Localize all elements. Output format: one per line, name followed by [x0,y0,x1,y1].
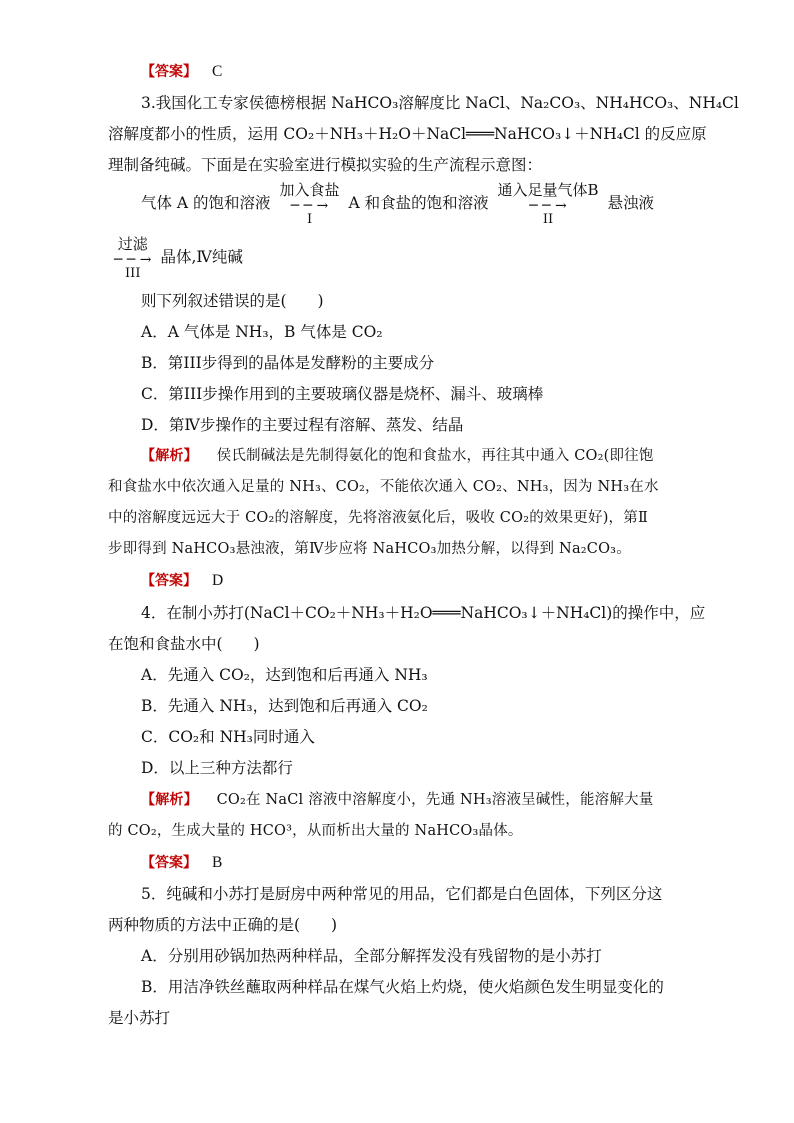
q4-option-c: C．CO₂和 NH₃同时通入 [141,728,315,746]
answer-value: D [211,572,224,589]
arrow-3-shaft: ─ ─ → [114,252,152,268]
q4-explanation-line-2: 的 CO₂，生成大量的 HCO³，从而析出大量的 NaHCO₃晶体。 [108,823,523,839]
q3-explanation-line-1 [141,445,654,467]
flow-start: 气体 A 的饱和溶液 [141,194,271,212]
arrow-3-label: 过滤 [117,235,148,253]
q3-option-b: B．第III步得到的晶体是发酵粉的主要成分 [141,354,435,372]
q4-option-d: D．以上三种方法都行 [141,759,293,777]
q4-answer-line [141,851,222,874]
answer-tag: 【答案】 [141,64,197,80]
q4-stem-line-2: 在饱和食盐水中( ) [108,635,260,653]
answer-tag: 【答案】 [141,573,197,589]
q5-stem-line-1: 5．纯碱和小苏打是厨房中两种常见的用品，它们都是白色固体，下列区分这 [141,885,663,903]
q3-explanation-line-3: 中的溶解度远远大于 CO₂的溶解度，先将溶液氨化后，吸收 CO₂的效果更好)，第Ⅱ [108,510,649,526]
arrow-2-label: 通入足量气体B [497,181,599,199]
q3-option-a: A．A 气体是 NH₃，B 气体是 CO₂ [141,323,383,341]
flow-arrow-2 [498,181,599,227]
flow-mid: A 和食盐的饱和溶液 [348,194,489,212]
q2-answer-line [141,60,222,83]
q3-explanation-line-2: 和食盐水中依次通入足量的 NH₃、CO₂，不能依次通入 CO₂、NH₃，因为 NH₃在水 [108,479,659,495]
answer-tag: 【答案】 [141,855,197,871]
q3-ask: 则下列叙述错误的是( ) [141,292,324,310]
flow-final: 晶体,Ⅳ纯碱 [160,248,243,266]
q3-stem-line-3: 理制备纯碱。下面是在实验室进行模拟实验的生产流程示意图： [108,156,543,174]
q3-explanation-line-4: 步即得到 NaHCO₃悬浊液，第Ⅳ步应将 NaHCO₃加热分解，以得到 Na₂CO₃。 [108,541,631,557]
answer-value: C [211,63,223,80]
arrow-2-step: II [542,212,554,227]
explanation-text: 侯氏制碱法是先制得氨化的饱和食盐水，再往其中通入 CO₂(即往饱 [216,448,654,464]
q5-option-b-line-1: B．用洁净铁丝蘸取两种样品在煤气火焰上灼烧，使火焰颜色发生明显变化的 [141,978,664,996]
arrow-1-step: I [306,212,313,227]
flow-end: 悬浊液 [607,194,654,212]
explanation-tag: 【解析】 [141,792,198,808]
q5-option-b-line-2: 是小苏打 [108,1009,171,1027]
q3-option-c: C．第III步操作用到的主要玻璃仪器是烧杯、漏斗、玻璃棒 [141,385,544,403]
q3-stem-line-2: 溶解度都小的性质，运用 CO₂＋NH₃＋H₂O＋NaCl═══NaHCO₃↓＋NH₄Cl 的反应原 [108,125,707,143]
q3-flow-line-1 [141,180,654,227]
arrow-1-shaft: ─ ─ → [290,198,329,214]
flow-arrow-1 [280,181,340,227]
arrow-2-shaft: ─ ─ → [529,198,567,214]
q4-option-b: B．先通入 NH₃，达到饱和后再通入 CO₂ [141,697,428,715]
q5-stem-line-2: 两种物质的方法中正确的是( ) [108,916,338,934]
q3-answer-line [141,569,223,592]
arrow-3-step: III [125,266,141,281]
answer-value: B [211,854,223,871]
flow-arrow-3 [114,235,152,281]
arrow-1-label: 加入食盐 [279,181,340,199]
explanation-tag: 【解析】 [141,448,198,464]
q4-explanation-line-1 [141,789,653,811]
q3-option-d: D．第Ⅳ步操作的主要过程有溶解、蒸发、结晶 [141,416,464,434]
q5-option-a: A．分别用砂锅加热两种样品，全部分解挥发没有残留物的是小苏打 [141,947,602,965]
q3-stem-line-1: 3.我国化工专家侯德榜根据 NaHCO₃溶解度比 NaCl、Na₂CO₃、NH₄HCO₃、NH₄Cl [141,94,739,112]
q3-flow-line-2 [108,234,243,281]
explanation-text: CO₂在 NaCl 溶液中溶解度小，先通 NH₃溶液呈碱性，能溶解大量 [216,792,654,808]
q4-stem-line-1: 4．在制小苏打(NaCl＋CO₂＋NH₃＋H₂O═══NaHCO₃↓＋NH₄Cl)的操作中，应 [141,604,706,622]
q4-option-a: A．先通入 CO₂，达到饱和后再通入 NH₃ [141,666,428,684]
